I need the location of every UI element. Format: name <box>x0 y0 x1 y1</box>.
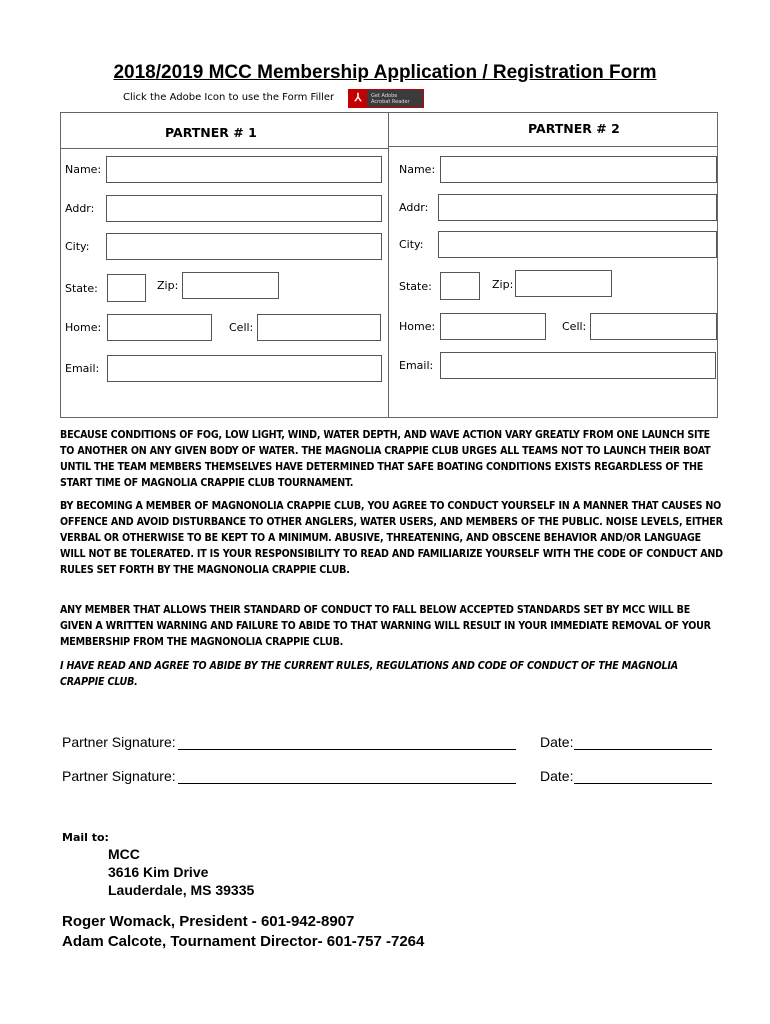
partner2-home-label: Home: <box>399 320 436 333</box>
contacts <box>62 912 424 952</box>
partner2-name-label: Name: <box>399 163 436 176</box>
partner2-date-label: Date: <box>540 768 574 784</box>
mail-address-line1: MCC <box>108 846 140 862</box>
agreement-paragraph: I HAVE READ AND AGREE TO ABIDE BY THE CURRENT RULES, REGULATIONS AND CODE OF CONDUCT OF THE MAGNOLIA CRAPPIE CLUB. <box>60 660 678 688</box>
partner2-signature-line[interactable] <box>178 783 516 784</box>
partner1-addr-field[interactable] <box>106 195 382 222</box>
partner1-addr-label: Addr: <box>65 202 95 215</box>
partner1-signature-line[interactable] <box>178 749 516 750</box>
partner2-email-label: Email: <box>399 359 434 372</box>
partner-divider <box>388 112 389 418</box>
partner1-header: PARTNER # 1 <box>165 125 257 140</box>
partner2-addr-label: Addr: <box>399 201 429 214</box>
mail-address <box>108 845 254 899</box>
partner1-state-field[interactable] <box>107 274 146 302</box>
partner1-name-field[interactable] <box>106 156 382 183</box>
partner1-date-label: Date: <box>540 734 574 750</box>
conduct-paragraph: BY BECOMING A MEMBER OF MAGNONOLIA CRAPPIE CLUB, YOU AGREE TO CONDUCT YOURSELF IN A MANNER THAT CAUSES NO OFFENCE AND AVOID DISTURBANCE TO OTHER ANGLERS, WATER USERS, AND MEMBERS OF THE PUBLIC. NOISE LEVELS, EITHER VERBAL OR OTHERWISE TO BE KEPT TO A MINIMUM. ABUSIVE, THREATENING, AND OBSCENE BEHAVIOR AND/OR LANGUAGE WILL NOT BE TOLERATED. IT IS YOUR RESPONSIBILITY TO READ AND FAMILIARIZE YOURSELF WITH THE CODE OF CONDUCT AND RULES SET FORTH BY THE MAGNONOLIA CRAPPIE CLUB. <box>60 500 723 576</box>
partner2-addr-field[interactable] <box>438 194 717 221</box>
partner2-email-field[interactable] <box>440 352 716 379</box>
partner1-header-line <box>60 148 389 149</box>
adobe-reader-button[interactable] <box>348 89 424 108</box>
form-title: 2018/2019 MCC Membership Application / Registration Form <box>113 62 657 83</box>
partner2-signature-label: Partner Signature: <box>62 768 176 784</box>
partner1-city-label: City: <box>65 240 90 253</box>
partner2-home-field[interactable] <box>440 313 546 340</box>
partner1-signature-label: Partner Signature: <box>62 734 176 750</box>
partner1-state-label: State: <box>65 282 98 295</box>
partner2-zip-label: Zip: <box>492 278 514 291</box>
warning-paragraph: ANY MEMBER THAT ALLOWS THEIR STANDARD OF CONDUCT TO FALL BELOW ACCEPTED STANDARDS SET BY MCC WILL BE GIVEN A WRITTEN WARNING AND FAILURE TO ABIDE TO THAT WARNING WILL RESULT IN YOUR IMMEDIATE REMOVAL OF YOUR MEMBERSHIP FROM THE MAGNONOLIA CRAPPIE CLUB. <box>60 604 711 648</box>
form-filler-instruction: Click the Adobe Icon to use the Form Filler <box>123 92 335 103</box>
partner1-cell-field[interactable] <box>257 314 381 341</box>
partner2-header-line <box>389 146 718 147</box>
partner2-zip-field[interactable] <box>515 270 612 297</box>
partner1-zip-label: Zip: <box>157 279 179 292</box>
partner2-state-label: State: <box>399 280 432 293</box>
partner1-email-field[interactable] <box>107 355 382 382</box>
partner2-cell-label: Cell: <box>562 320 587 333</box>
acrobat-icon: ⅄ <box>349 90 367 107</box>
partner2-cell-field[interactable] <box>590 313 717 340</box>
partner2-city-field[interactable] <box>438 231 717 258</box>
partner1-home-field[interactable] <box>107 314 212 341</box>
partner1-cell-label: Cell: <box>229 321 254 334</box>
partner1-email-label: Email: <box>65 362 100 375</box>
partner1-date-line[interactable] <box>574 749 712 750</box>
partner2-date-line[interactable] <box>574 783 712 784</box>
partner2-city-label: City: <box>399 238 424 251</box>
director-contact: Adam Calcote, Tournament Director- 601-757 -7264 <box>62 933 425 950</box>
partner1-zip-field[interactable] <box>182 272 279 299</box>
partner2-header: PARTNER # 2 <box>528 121 620 136</box>
safety-paragraph: BECAUSE CONDITIONS OF FOG, LOW LIGHT, WIND, WATER DEPTH, AND WAVE ACTION VARY GREATLY FROM ONE LAUNCH SITE TO ANOTHER ON ANY GIVEN BODY OF WATER. THE MAGNOLIA CRAPPIE CLUB URGES ALL TEAMS NOT TO LAUNCH THEIR BOAT UNTIL THE TEAM MEMBERS THEMSELVES HAVE DETERMINED THAT SAFE BOATING CONDITIONS EXISTS REGARDLESS OF THE START TIME OF MAGNOLIA CRAPPIE CLUB TOURNAMENT. <box>60 429 711 489</box>
mail-address-line2: 3616 Kim Drive <box>108 864 209 880</box>
mail-address-line3: Lauderdale, MS 39335 <box>108 882 255 898</box>
partner2-name-field[interactable] <box>440 156 717 183</box>
president-contact: Roger Womack, President - 601-942-8907 <box>62 913 355 930</box>
adobe-button-line2: Acrobat Reader <box>371 98 410 105</box>
partner1-home-label: Home: <box>65 321 102 334</box>
adobe-button-line1: Get Adobe <box>371 92 398 99</box>
partner2-state-field[interactable] <box>440 272 480 300</box>
partner1-name-label: Name: <box>65 163 102 176</box>
mail-to-label: Mail to: <box>62 831 109 844</box>
partner1-city-field[interactable] <box>106 233 382 260</box>
